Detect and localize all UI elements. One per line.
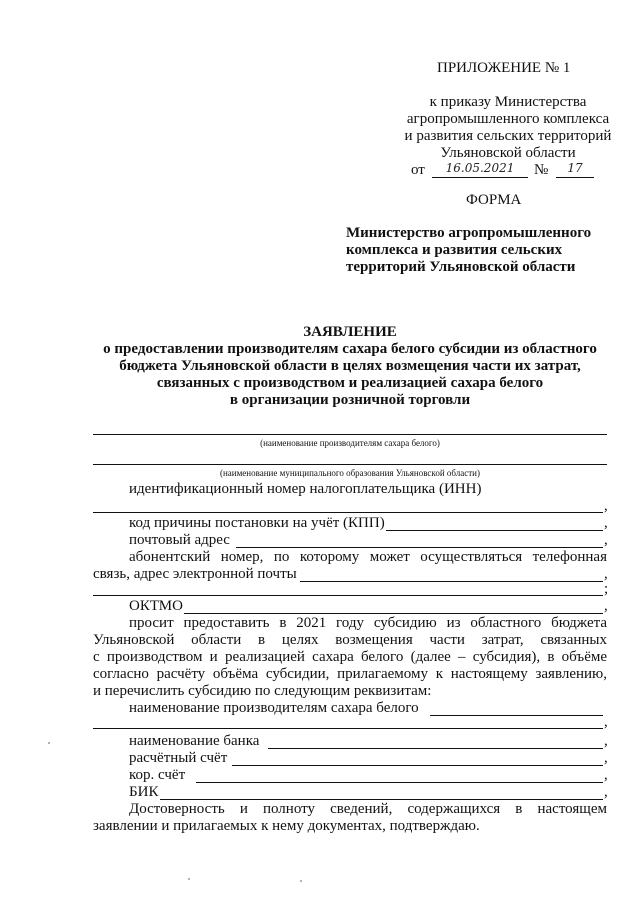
punctuation: , <box>604 784 608 800</box>
account-label: расчётный счёт <box>129 750 228 766</box>
inn-label: идентификационный номер налогоплательщика (ИНН) <box>129 481 482 497</box>
municipality-caption: (наименование муниципального образования Ульяновской области) <box>219 468 480 478</box>
scan-speck <box>188 878 190 880</box>
request-text: просит предоставить в 2021 году субсидию из областного бюджета <box>129 615 607 631</box>
appendix-line: и развития сельских территорий <box>404 128 612 144</box>
closing-text: Достоверность и полноту сведений, содержащихся в настоящем <box>129 801 607 817</box>
punctuation: , <box>604 498 608 514</box>
document-title: ЗАЯВЛЕНИЕ <box>303 324 397 340</box>
punctuation: , <box>604 532 608 548</box>
phone-email-field-2[interactable] <box>93 595 603 596</box>
punctuation: , <box>604 733 608 749</box>
request-text: Ульяновской области в целях возмещения части затрат, связанных <box>93 632 607 648</box>
document-subtitle: в организации розничной торговли <box>229 392 471 408</box>
payee-name-field-2[interactable] <box>93 728 603 729</box>
punctuation: , <box>604 515 608 531</box>
addressee-line: территорий Ульяновской области <box>346 259 576 275</box>
kpp-field[interactable] <box>386 530 603 531</box>
address-label: почтовый адрес <box>129 532 230 548</box>
closing-text: заявлении и прилагаемых к нему документах, подтверждаю. <box>93 818 480 834</box>
phone-label-cont: связь, адрес электронной почты <box>93 566 297 582</box>
payee-name-label: наименование производителям сахара белого <box>129 700 419 716</box>
inn-field[interactable] <box>93 512 603 513</box>
form-label: ФОРМА <box>466 192 522 208</box>
scan-speck <box>300 880 302 882</box>
request-text: и перечислить субсидию по следующим реквизитам: <box>93 683 432 699</box>
corr-account-label: кор. счёт <box>129 767 186 783</box>
phone-email-field[interactable] <box>300 581 603 582</box>
punctuation: ; <box>604 581 609 597</box>
punctuation: , <box>604 566 608 582</box>
bik-label: БИК <box>129 784 159 800</box>
punctuation: , <box>604 598 608 614</box>
document-subtitle: о предоставлении производителям сахара белого субсидии из областного <box>103 341 597 357</box>
scan-speck <box>48 742 50 744</box>
request-text: с производством и реализацией сахара белого (далее – субсидия), в объёме <box>93 649 607 665</box>
payee-name-field[interactable] <box>430 715 603 716</box>
producer-name-line[interactable] <box>93 434 607 435</box>
kpp-label: код причины постановки на учёт (КПП) <box>129 515 385 531</box>
municipality-line[interactable] <box>93 464 607 465</box>
date-label: от <box>411 162 425 178</box>
appendix-line: к приказу Министерства <box>429 94 587 110</box>
oktmo-field[interactable] <box>184 613 603 614</box>
document-subtitle: бюджета Ульяновской области в целях возмещения части их затрат, <box>119 358 581 374</box>
oktmo-label: ОКТМО <box>129 598 183 614</box>
order-date: 16.05.2021 <box>432 161 528 178</box>
appendix-line: агропромышленного комплекса <box>406 111 610 127</box>
producer-caption: (наименование производителям сахара белого) <box>260 438 440 448</box>
bank-name-field[interactable] <box>268 748 603 749</box>
appendix-line: Ульяновской области <box>440 145 576 161</box>
phone-label: абонентский номер, по которому может осуществляться телефонная <box>129 549 607 565</box>
punctuation: , <box>604 714 608 730</box>
punctuation: , <box>604 767 608 783</box>
punctuation: , <box>604 750 608 766</box>
appendix-title: ПРИЛОЖЕНИЕ № 1 <box>437 60 571 76</box>
corr-account-field[interactable] <box>196 782 603 783</box>
bik-field[interactable] <box>160 799 603 800</box>
order-number: 17 <box>556 161 594 178</box>
addressee-line: Министерство агропромышленного <box>346 225 592 241</box>
document-subtitle: связанных с производством и реализацией сахара белого <box>156 375 544 391</box>
address-field[interactable] <box>236 547 603 548</box>
account-field[interactable] <box>232 765 603 766</box>
addressee-line: комплекса и развития сельских <box>346 242 563 258</box>
bank-name-label: наименование банка <box>129 733 260 749</box>
number-label: № <box>534 162 549 178</box>
request-text: согласно расчёту объёма субсидии, прилагаемому к настоящему заявлению, <box>93 666 607 682</box>
